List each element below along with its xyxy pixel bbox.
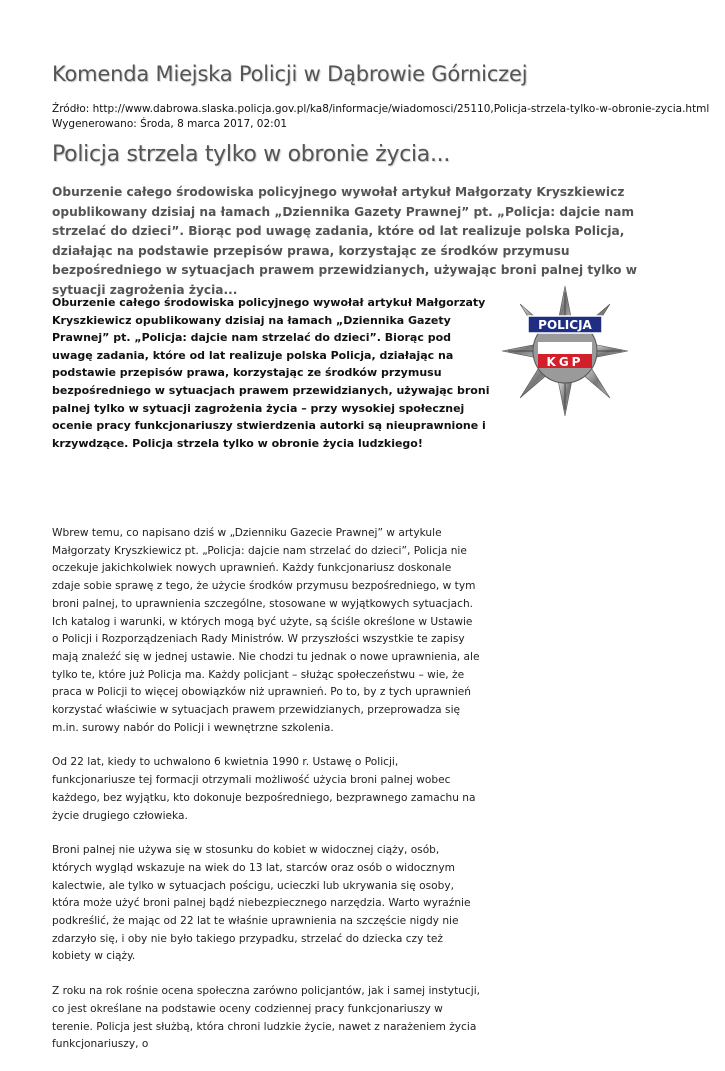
logo-top-text: POLICJA: [538, 318, 592, 332]
article-intro: Oburzenie całego środowiska policyjnego wywołał artykuł Małgorzaty Kryszkiewicz opublikowany dzisiaj na łamach „Dziennika Gazety Prawnej” pt. „Policja: dajcie nam strzelać do dzieci”. Biorąc pod uwagę zadania, które od lat realizuje polska Policja, działając na podstawie przepisów prawa, korzystając ze środków przymusu bezpośredniego w sytuacjach prawem przewidzianych, używając broni palnej tylko w sytuacji zagrożenia życia – przy wysokiej społecznej ocenie pracy funkcjonariuszy stwierdzenia autorki są nieuprawnione i krzywdzące. Policja strzela tylko w obronie życia ludzkiego!: [52, 296, 490, 450]
body-paragraph: Broni palnej nie używa się w stosunku do kobiet w widocznej ciąży, osób, których wygląd wskazuje na wiek do 13 lat, starców oraz osób o widocznym kalectwie, ale tylko w sytuacjach pościgu, ucieczki lub ukrywania się osoby, która może użyć broni palnej bądź niebezpiecznego narzędzia. Warto wyraźnie podkreślić, że mając od 22 lat te właśnie uprawnienia na szczęście nigdy nie zdarzyło się, i oby nie było takiego przypadku, strzelać do dziecka czy też kobiety w ciąży.: [52, 844, 471, 963]
body-paragraph: Z roku na rok rośnie ocena społeczna zarówno policjantów, jak i samej instytucji, co jest określane na podstawie oceny codziennej pracy funkcjonariuszy w terenie. Policja jest służbą, która chroni ludzkie życie, nawet z narażeniem życia funkcjonariuszy, o: [52, 985, 481, 1051]
source-line: Źródło: http://www.dabrowa.slaska.policja.gov.pl/ka8/informacje/wiadomosci/25110,Policja-strzela-tylko-w-obronie-zycia.html: [52, 103, 710, 115]
site-title: Komenda Miejska Policji w Dąbrowie Górniczej: [52, 62, 528, 86]
body-paragraph: Od 22 lat, kiedy to uchwalono 6 kwietnia 1990 r. Ustawę o Policji, funkcjonariusze tej formacji otrzymali możliwość użycia broni palnej wobec każdego, bez wyjątku, kto dokonuje bezpośredniego, bezprawnego zamachu na życie drugiego człowieka.: [52, 756, 476, 822]
body-paragraph: Wbrew temu, co napisano dziś w „Dzienniku Gazecie Prawnej” w artykule Małgorzaty Kryszkiewicz pt. „Policja: dajcie nam strzelać do dzieci”, Policja nie oczekuje jakichkolwiek nowych uprawnień. Każdy funkcjonariusz doskonale zdaje sobie sprawę z tego, że użycie środków przymusu bezpośredniego, w tym broni palnej, to uprawnienia szczególne, stosowane w wyjątkowych sytuacjach. Ich katalog i warunki, w których mogą być użyte, są ściśle określone w Ustawie o Policji i Rozporządzeniach Rady Ministrów. W przyszłości wszystkie te zapisy mają znaleźć się w jednej ustawie. Nie chodzi tu jednak o nowe uprawnienia, ale tylko te, które już Policja ma. Każdy policjant – służąc społeczeństwu – wie, że praca w Policji to więcej obowiązków niż uprawnień. Po to, by z tych uprawnień korzystać właściwie w sytuacjach prawem przewidzianych, przeprowadza się m.in. surowy nabór do Policji i wewnętrzne szkolenia.: [52, 527, 480, 734]
article-body: [52, 525, 482, 1071]
article-lead: Oburzenie całego środowiska policyjnego wywołał artykuł Małgorzaty Kryszkiewicz opublikowany dzisiaj na łamach „Dziennika Gazety Prawnej” pt. „Policja: dajcie nam strzelać do dzieci”. Biorąc pod uwagę zadania, które od lat realizuje polska Policja, działając na podstawie przepisów prawa, korzystając ze środków przymusu bezpośredniego w sytuacjach prawem przewidzianych, używając broni palnej tylko w sytuacji zagrożenia życia...: [52, 185, 638, 297]
article-title: Policja strzela tylko w obronie życia...: [52, 142, 451, 167]
generated-line: Wygenerowano: Środa, 8 marca 2017, 02:01: [52, 118, 288, 130]
document-meta: [52, 102, 709, 132]
police-star-badge-icon: [500, 282, 630, 420]
logo-bottom-text: KGP: [546, 355, 584, 369]
